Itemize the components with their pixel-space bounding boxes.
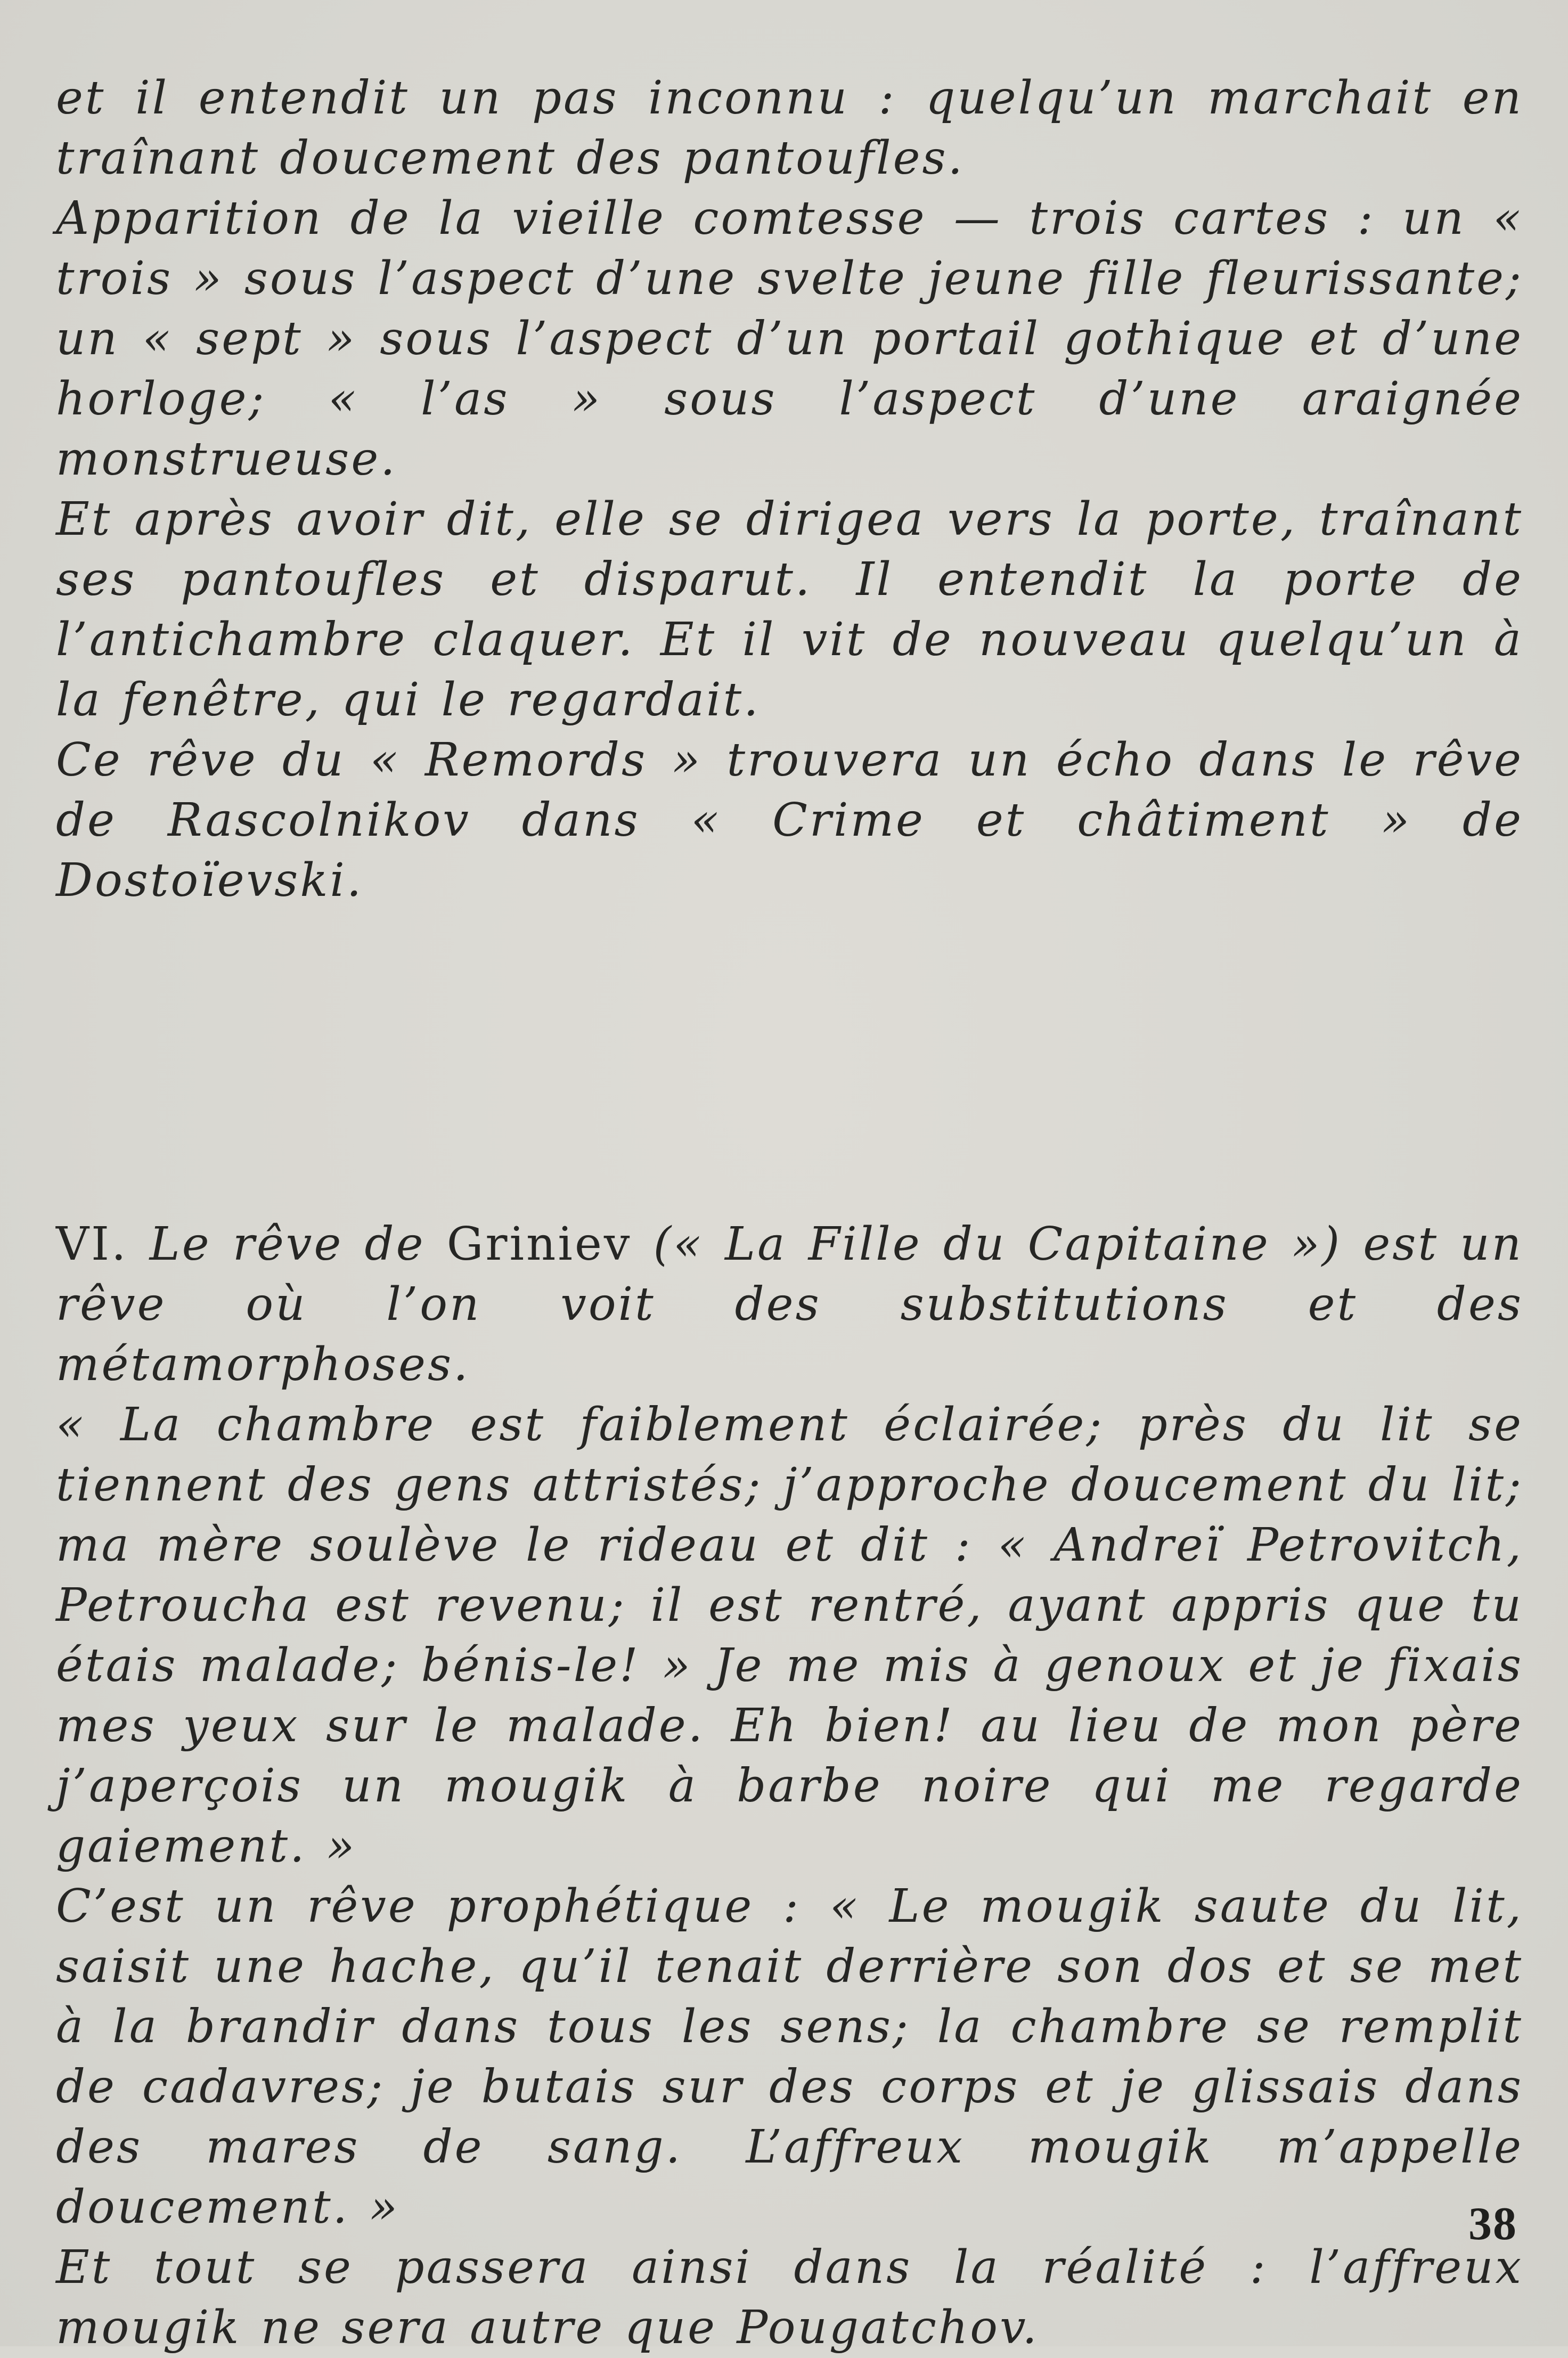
paragraph: « La chambre est faiblement éclairée; près du lit se tiennent des gens attristés; j’approche doucement du lit; ma mère soulève le rideau et dit : « Andreï Petrovitch, Petroucha est revenu; il est rentré, ayant appris que tu étais malade; bénis-le! » Je me mis à genoux et je fixais mes yeux sur le malade. Eh bien! au lieu de mon père j’aperçois un mougik à barbe noire qui me regarde gaiement. » (56, 1398, 1523, 1873)
paragraph: Et après avoir dit, elle se dirigea vers la porte, traînant ses pantoufles et disparut. Il entendit la porte de l’antichambre claquer. Et il vit de nouveau quelqu’un à la fenêtre, qui le regardait. (56, 493, 1523, 727)
paragraph: et il entendit un pas inconnu : quelqu’un marchait en traînant doucement des pantoufles. (56, 71, 1523, 185)
paragraph: C’est un rêve prophétique : « Le mougik saute du lit, saisit une hache, qu’il tenait derrière son dos et se met à la brandir dans tous les sens; la chambre se remplit de cadavres; je butais sur des corps et je glissais dans des mares de sang. L’affreux mougik m’appelle doucement. » (56, 1880, 1523, 2234)
paragraph: Et tout se passera ainsi dans la réalité : l’affreux mougik ne sera autre que Pougatchov. (56, 2241, 1523, 2354)
text-section-pushkin-dream (56, 68, 1523, 911)
intro-text: Le rêve de (149, 1218, 426, 1271)
paragraph: Ce rêve du « Remords » trouvera un écho dans le rêve de Rascolnikov dans « Crime et châtiment » de Dostoïevski. (56, 733, 1523, 907)
page-number: 38 (1468, 2198, 1517, 2250)
section-intro-paragraph (56, 1214, 1523, 1395)
intro-text-continued: (« La Fille du Capitaine ») est un rêve où l’on voit des substitutions et des métamorphoses. (56, 1218, 1523, 1391)
text-section-griniev-dream (56, 1214, 1523, 2358)
character-name: Griniev (446, 1218, 632, 1271)
paragraph: Apparition de la vieille comtesse — trois cartes : un « trois » sous l’aspect d’une svelte jeune fille fleurissante; un « sept » sous l’aspect d’un portail gothique et d’une horloge; « l’as » sous l’aspect d’une araignée monstrueuse. (56, 192, 1523, 486)
section-numeral: VI. (56, 1218, 128, 1271)
